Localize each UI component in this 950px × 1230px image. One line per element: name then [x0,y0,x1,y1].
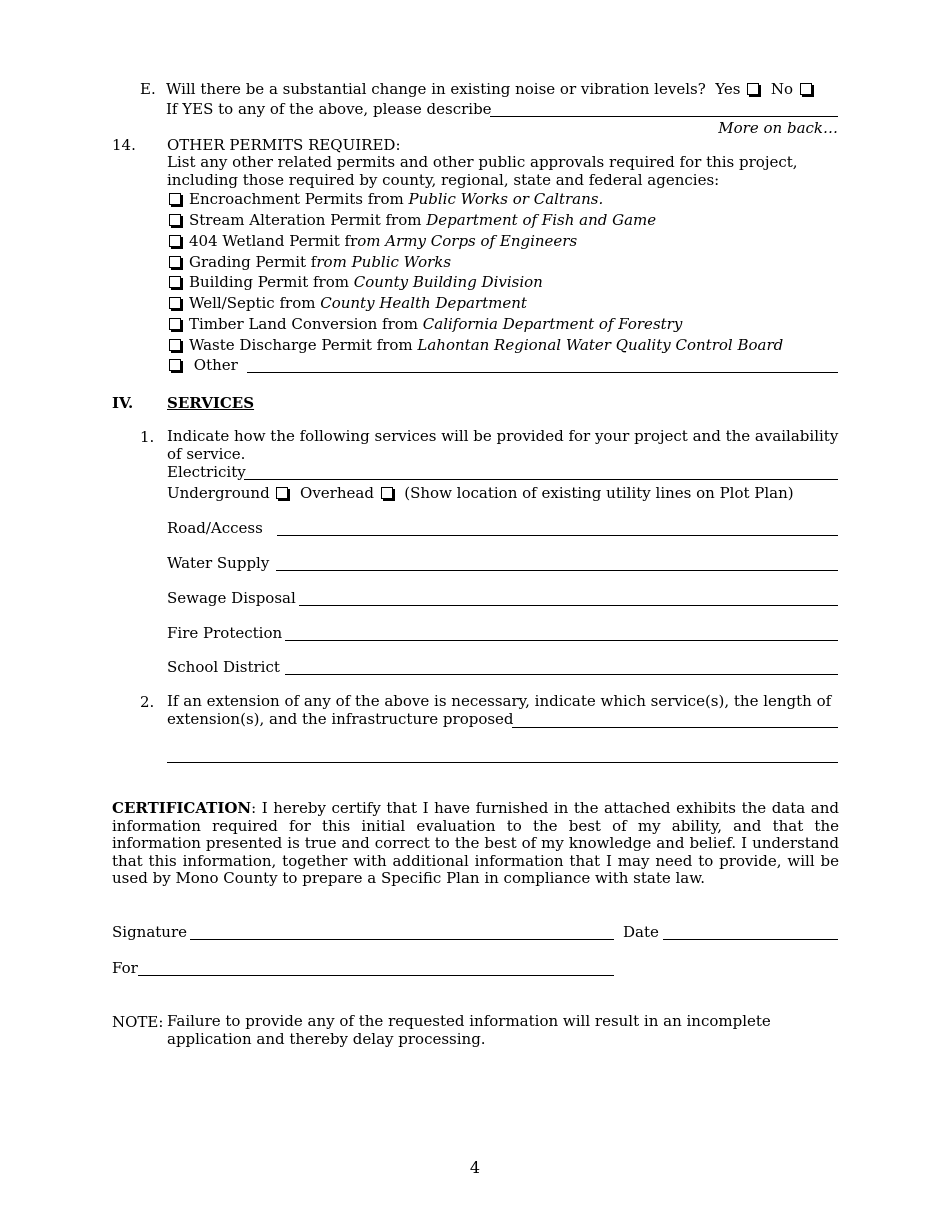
permit-label: Well/Septic from [189,294,321,312]
fire-protection-field[interactable] [285,640,838,641]
permit-agency: Department of Fish and Game [426,211,657,229]
date-label: Date [623,923,659,941]
utility-line-options [167,484,794,502]
permit-agency: County Building Division [353,273,543,291]
underground-checkbox[interactable] [276,487,288,499]
permits-title: OTHER PERMITS REQUIRED: [167,136,401,154]
permit-checkbox[interactable] [169,235,181,247]
services-title: SERVICES [167,394,255,412]
permit-other-label: Other [193,356,238,374]
water-supply-label: Water Supply [167,554,270,572]
show-location-note: (Show location of existing utility lines on Plot Plan) [404,484,794,502]
services-q2-number: 2. [140,693,155,711]
permit-checkbox[interactable] [169,318,181,330]
note-label: NOTE: [112,1013,164,1031]
school-district-field[interactable] [285,674,838,675]
permit-other-checkbox[interactable] [169,359,181,371]
certification-text: : I hereby certify that I have furnished in the attached exhibits the data and information required for this initial evaluation to the best of my ability, and that the information presented is true and correct to the best of my knowledge and belief. I understand that this information, together with additional information that I may need to provide, will be used by Mono County to prepare a Specific Plan in compliance with state law. [112,799,839,887]
signature-label: Signature [112,923,188,941]
permit-item[interactable] [167,190,603,208]
permit-label: Timber Land Conversion from [189,315,423,333]
permit-label: 404 Wetland Permit fr [189,232,358,250]
electricity-field[interactable] [244,479,838,480]
permit-item[interactable] [167,232,577,250]
for-label: For [112,959,138,977]
permit-label: Grading Permit f [189,253,317,271]
underground-label: Underground [167,484,270,502]
yes-checkbox[interactable] [747,83,759,95]
permit-item[interactable] [167,315,682,333]
sewage-disposal-label: Sewage Disposal [167,589,296,607]
permit-agency: California Department of Forestry [422,315,683,333]
item-e-letter: E. [140,80,156,98]
school-district-label: School District [167,658,280,676]
permit-agency: Lahontan Regional Water Quality Control Board [417,336,784,354]
permit-checkbox[interactable] [169,339,181,351]
permit-other-field[interactable] [247,372,838,373]
services-q1-number: 1. [140,428,155,446]
no-checkbox[interactable] [800,83,812,95]
page-number: 4 [469,1158,481,1177]
permit-item[interactable] [167,253,451,271]
certification-paragraph [112,800,839,888]
permit-checkbox[interactable] [169,297,181,309]
permit-label: Waste Discharge Permit from [189,336,418,354]
overhead-label: Overhead [300,484,374,502]
signature-field[interactable] [190,939,614,940]
permit-item[interactable] [167,273,543,291]
permit-label: Stream Alteration Permit from [189,211,427,229]
permit-other[interactable] [167,356,238,374]
overhead-checkbox[interactable] [381,487,393,499]
road-access-field[interactable] [277,535,838,536]
permit-checkbox[interactable] [169,256,181,268]
for-field[interactable] [138,975,614,976]
permit-agency: Public Works or Caltrans. [408,190,604,208]
road-access-label: Road/Access [167,519,263,537]
permit-agency: rom Public Works [316,253,452,271]
noise-question [166,80,814,98]
describe-field[interactable] [490,116,838,117]
permit-agency: County Health Department [320,294,527,312]
sewage-disposal-field[interactable] [299,605,838,606]
permit-checkbox[interactable] [169,214,181,226]
services-roman: IV. [112,394,134,412]
permits-number: 14. [112,136,136,154]
permits-intro: List any other related permits and other public approvals required for this project, including those required by county, regional, state and federal agencies: [167,153,798,189]
services-q2-text: If an extension of any of the above is necessary, indicate which service(s), the length of extension(s), and the infrastructure proposed [167,692,832,728]
describe-label: If YES to any of the above, please describe [166,100,492,118]
no-label: No [770,80,793,98]
permit-checkbox[interactable] [169,276,181,288]
electricity-label: Electricity [167,463,246,481]
permit-item[interactable] [167,211,656,229]
more-on-back: More on back… [718,119,838,137]
permit-agency: om Army Corps of Engineers [357,232,578,250]
certification-heading: CERTIFICATION [112,799,252,817]
water-supply-field[interactable] [276,570,838,571]
note-text: Failure to provide any of the requested information will result in an incomplete application and thereby delay processing. [167,1012,771,1048]
fire-protection-label: Fire Protection [167,624,283,642]
noise-question-text: Will there be a substantial change in existing noise or vibration levels? [166,80,706,98]
extension-field-1[interactable] [512,727,838,728]
permit-label: Building Permit from [189,273,354,291]
yes-label: Yes [715,80,741,98]
permit-checkbox[interactable] [169,193,181,205]
permit-label: Encroachment Permits from [189,190,409,208]
permit-item[interactable] [167,294,527,312]
date-field[interactable] [663,939,838,940]
extension-field-2[interactable] [167,762,838,763]
permit-item[interactable] [167,336,783,354]
services-q1-text: Indicate how the following services will be provided for your project and the availability of service. [167,427,839,463]
